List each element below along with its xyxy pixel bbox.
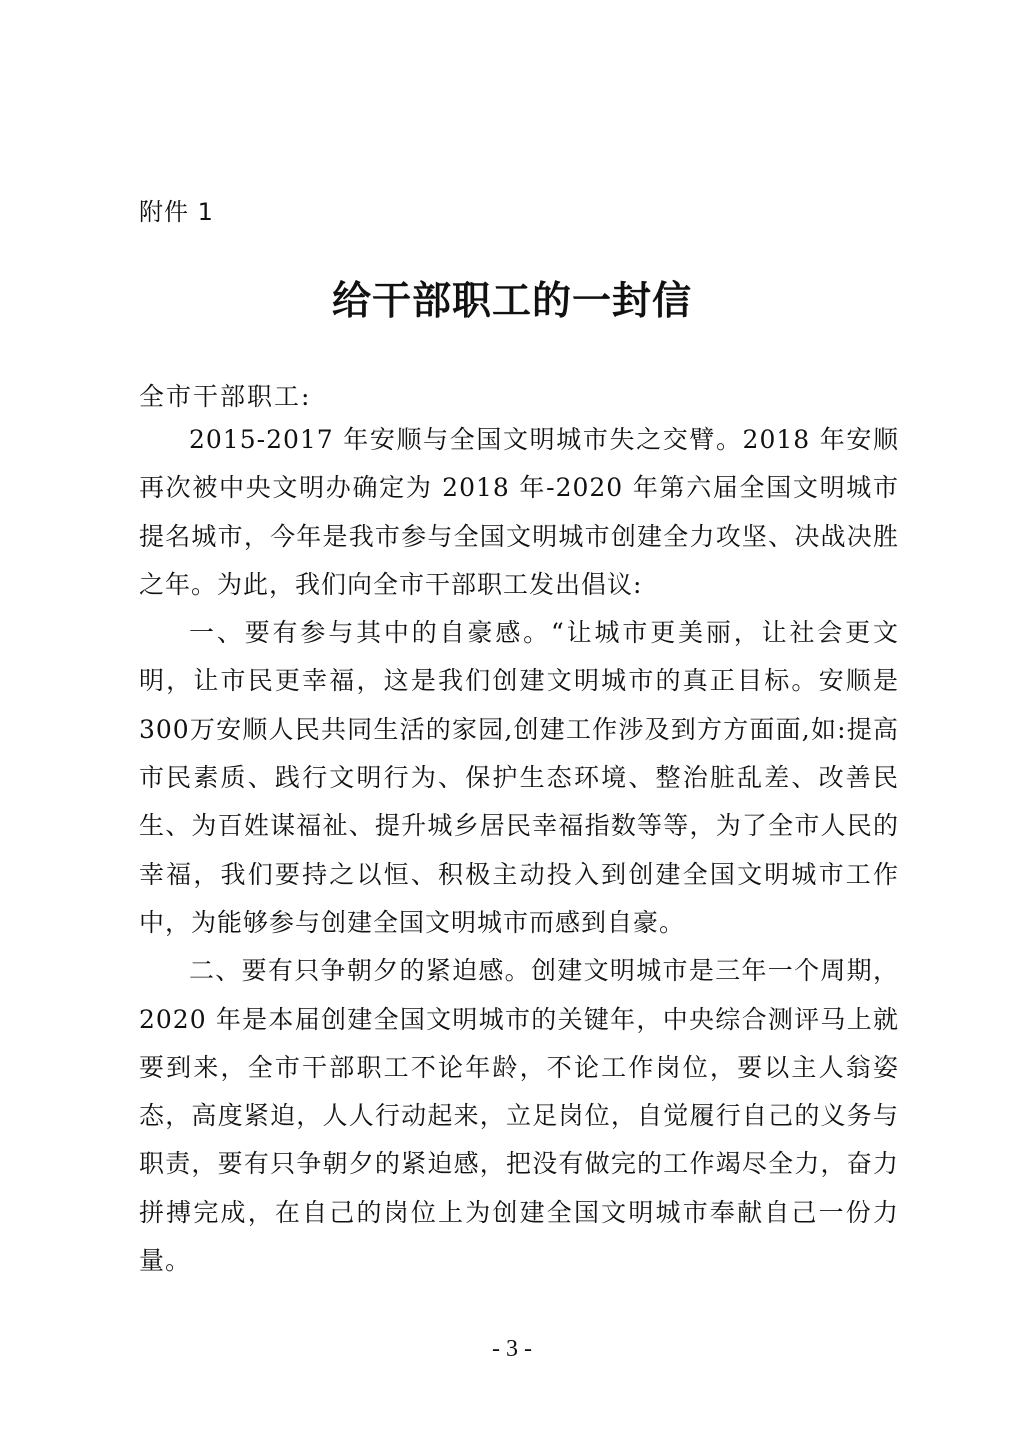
document-title: 给干部职工的一封信 [331, 279, 692, 324]
paragraph-intro: 2015-2017 年安顺与全国文明城市失之交臂。2018 年安顺再次被中央文明办确定为 2018 年-2020 年第六届全国文明城市提名城市，今年是我市参与全国文明城市创建全力攻坚、决战决胜之年。为此，我们向全市干部职工发出倡议: [139, 425, 899, 599]
page-number: - 3 - [492, 1336, 532, 1362]
attachment-label: 附件 1 [139, 198, 214, 226]
paragraph-urgency: 二、要有只争朝夕的紧迫感。创建文明城市是三年一个周期，2020 年是本届创建全国文明城市的关键年，中央综合测评马上就要到来，全市干部职工不论年龄，不论工作岗位，要以主人翁姿态，高度紧迫，人人行动起来，立足岗位，自觉履行自己的义务与职责，要有只争朝夕的紧迫感，把没有做完的工作竭尽全力，奋力拼搏完成，在自己的岗位上为创建全国文明城市奉献自己一份力量。 [139, 956, 899, 1276]
paragraph-pride: 一、要有参与其中的自豪感。“让城市更美丽，让社会更文明，让市民更幸福，这是我们创建文明城市的真正目标。安顺是300万安顺人民共同生活的家园,创建工作涉及到方方面面,如:提高市民素质、践行文明行为、保护生态环境、整治脏乱差、改善民生、为百姓谋福祉、提升城乡居民幸福指数等等，为了全市人民的幸福，我们要持之以恒、积极主动投入到创建全国文明城市工作中，为能够参与创建全国文明城市而感到自豪。 [139, 618, 899, 937]
letter-body [139, 416, 899, 1285]
salutation: 全市干部职工: [139, 382, 312, 411]
